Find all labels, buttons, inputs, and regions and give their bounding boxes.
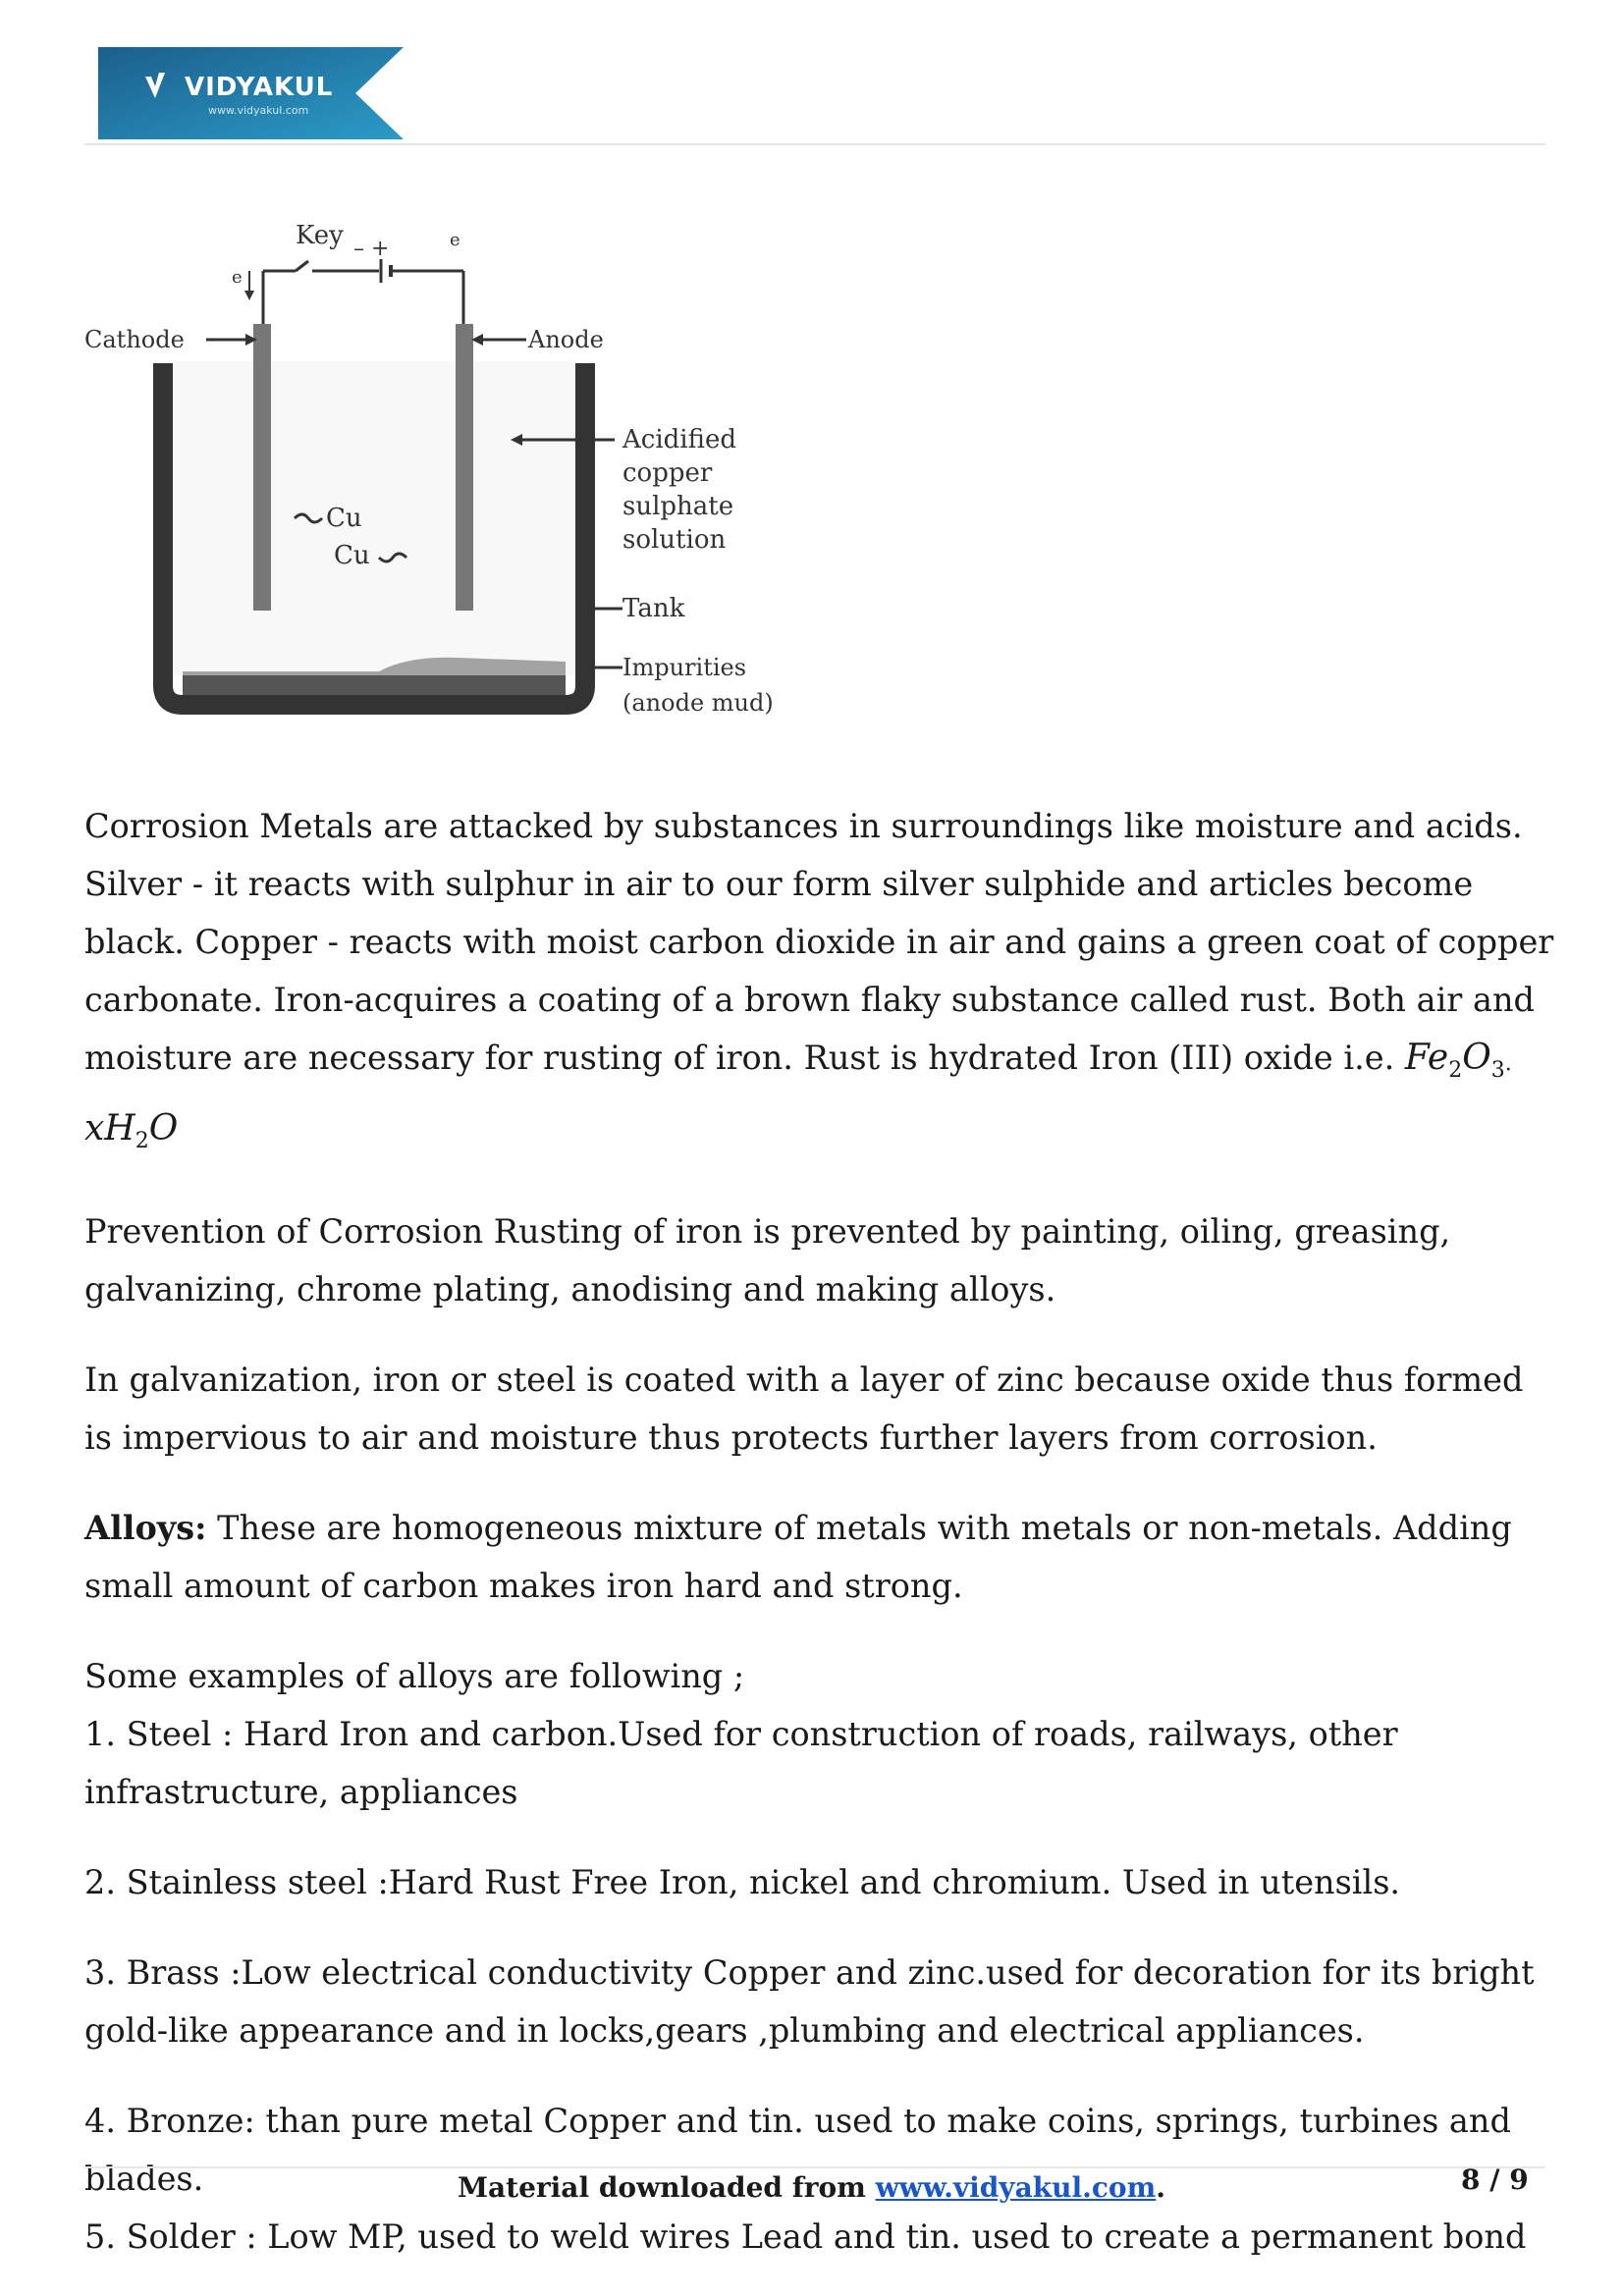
paragraph-galvanization: In galvanization, iron or steel is coated with a layer of zinc because oxide thus formed is impervious to air and moisture thus protects further layers from corrosion.	[84, 1361, 1524, 1458]
logo-url: www.vidyakul.com	[208, 104, 309, 117]
list-item-brass: 3. Brass :Low electrical conductivity Copper and zinc.used for decoration for its bright gold-like appearance and in locks,gears ,plumbing and electrical appliances.	[84, 1953, 1535, 2051]
paragraph-examples-intro: Some examples of alloys are following ;	[84, 1657, 745, 1696]
footer-link[interactable]: www.vidyakul.com	[875, 2171, 1157, 2204]
tank-label: Tank	[622, 594, 685, 623]
cathode-label: Cathode	[84, 326, 185, 353]
alloys-text: These are homogeneous mixture of metals with metals or non-metals. Adding small amount of carbon makes iron hard and strong.	[84, 1509, 1512, 1606]
logo-name: VIDYAKUL	[185, 73, 334, 102]
svg-text:– +: – +	[353, 237, 390, 261]
paragraph-prevention: Prevention of Corrosion Rusting of iron is prevented by painting, oiling, greasing, galvanizing, chrome plating, anodising and making alloys.	[84, 1212, 1451, 1309]
solution	[173, 361, 575, 675]
list-item-steel: 1. Steel : Hard Iron and carbon.Used for construction of roads, railways, other infrastructure, appliances	[84, 1715, 1398, 1812]
impurities-label-1: Impurities	[622, 654, 747, 681]
rust-formula: $Fe_2O_{3\cdot}$ $xH_2O$	[84, 1038, 1512, 1154]
anode-rod	[456, 324, 473, 611]
vidyakul-logo[interactable]	[98, 47, 404, 139]
main-content	[84, 797, 1557, 2266]
cu-ion-label-1: Cu	[326, 504, 362, 533]
key-label: Key	[296, 221, 344, 250]
electrolytic-refining-diagram	[84, 214, 803, 730]
solution-label-4: solution	[622, 525, 727, 555]
key-switch	[296, 261, 308, 271]
anode-label: Anode	[528, 326, 604, 353]
footer-prefix: Material downloaded from	[458, 2171, 876, 2204]
impurities-label-2: (anode mud)	[622, 689, 774, 717]
solution-label-1: Acidified	[622, 425, 736, 454]
paragraph-corrosion	[84, 797, 1557, 1170]
cathode-rod	[253, 324, 271, 611]
footer-divider	[84, 2166, 1545, 2168]
footer-suffix: .	[1156, 2171, 1165, 2204]
alloys-heading: Alloys:	[84, 1509, 207, 1548]
electron-left-label: e	[232, 267, 243, 288]
list-item-stainless-steel: 2. Stainless steel :Hard Rust Free Iron, nickel and chromium. Used in utensils.	[84, 1863, 1401, 1902]
footer	[0, 2171, 1623, 2204]
solution-label-3: sulphate	[622, 492, 734, 521]
header-divider	[84, 143, 1545, 145]
cu-ion-label-2: Cu	[334, 541, 370, 570]
list-item-bronze: 4. Bronze: than pure metal Copper and tin. used to make coins, springs, turbines and blades.	[84, 2102, 1511, 2199]
list-item-solder: 5. Solder : Low MP, used to weld wires Lead and tin. used to create a permanent bond	[84, 2217, 1527, 2257]
solution-label-2: copper	[622, 458, 713, 488]
page-number: 8 / 9	[1461, 2163, 1529, 2196]
electron-right-label: e	[450, 230, 460, 250]
corrosion-text: Corrosion Metals are attacked by substances in surroundings like moisture and acids. Silver - it reacts with sulphur in air to our form silver sulphide and articles become black. Copper - reacts with moist carbon dioxide in air and gains a green coat of copper carbonate. Iron-acquires a coating of a brown flaky substance called rust. Both air and moisture are necessary for rusting of iron. Rust is hydrated Iron (III) oxide i.e.	[84, 807, 1554, 1077]
paragraph-alloys	[84, 1499, 1557, 1615]
